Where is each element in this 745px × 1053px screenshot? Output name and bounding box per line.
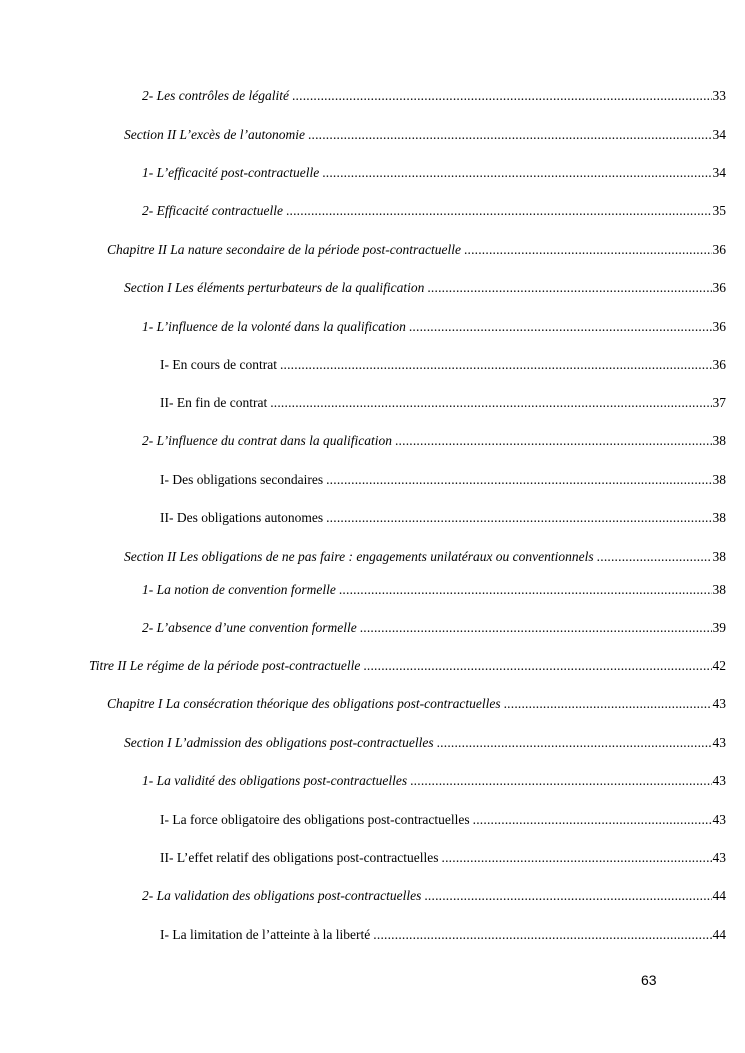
toc-entry-title: 1- La validité des obligations post-contractuelles (142, 773, 408, 788)
toc-entry-title: 2- L’influence du contrat dans la qualification (142, 433, 392, 448)
toc-entry (160, 355, 726, 375)
toc-entry (107, 240, 726, 260)
toc-entry-title: II- En fin de contrat (160, 395, 268, 410)
toc-leader-dots (395, 431, 712, 451)
toc-leader-dots (410, 771, 711, 791)
toc-entry (124, 547, 726, 567)
toc-entry (142, 201, 726, 221)
toc-entry-title: Section II L’excès de l’autonomie (124, 127, 305, 142)
toc-entry (160, 925, 726, 945)
toc-leader-dots (473, 810, 712, 830)
toc-entry-page: 35 (712, 203, 726, 218)
toc-entry-title: Titre II Le régime de la période post-contractuelle (89, 658, 361, 673)
toc-entry (160, 848, 726, 868)
toc-entry-page: 33 (712, 88, 726, 103)
toc-entry-title: Chapitre II La nature secondaire de la période post-contractuelle (107, 242, 461, 257)
toc-entry (160, 810, 726, 830)
toc-entry-title: Section I Les éléments perturbateurs de la qualification (124, 280, 425, 295)
toc-leader-dots (339, 580, 712, 600)
toc-entry-page: 44 (712, 888, 726, 903)
toc-entry-page: 39 (712, 620, 726, 635)
toc-entry-page: 34 (712, 165, 726, 180)
toc-leader-dots (373, 925, 711, 945)
toc-entry-title: 2- Efficacité contractuelle (142, 203, 283, 218)
toc-leader-dots (326, 470, 711, 490)
toc-leader-dots (409, 317, 712, 337)
toc-leader-dots (270, 393, 711, 413)
toc-leader-dots (504, 694, 712, 714)
toc-entry-page: 34 (712, 127, 726, 142)
toc-entry (142, 431, 726, 451)
toc-leader-dots (326, 508, 711, 528)
toc-entry-title: 1- La notion de convention formelle (142, 582, 336, 597)
toc-entry (160, 393, 726, 413)
toc-entry-title: 2- L’absence d’une convention formelle (142, 620, 357, 635)
toc-leader-dots (464, 240, 712, 260)
toc-entry (124, 278, 726, 298)
page-number: 63 (641, 972, 657, 988)
toc-entry-title: I- La force obligatoire des obligations post-contractuelles (160, 812, 470, 827)
toc-entry (142, 580, 726, 600)
toc-entry (142, 771, 726, 791)
toc-leader-dots (424, 886, 711, 906)
toc-entry (142, 618, 726, 638)
toc-entry-title: 1- L’efficacité post-contractuelle (142, 165, 320, 180)
toc-leader-dots (363, 656, 711, 676)
toc-leader-dots (437, 733, 712, 753)
toc-entry (142, 86, 726, 106)
toc-entry (142, 317, 726, 337)
toc-leader-dots (322, 163, 711, 183)
toc-leader-dots (427, 278, 711, 298)
toc-entry-page: 43 (712, 812, 726, 827)
toc-entry-page: 36 (712, 242, 726, 257)
toc-entry-title: II- Des obligations autonomes (160, 510, 324, 525)
toc-entry-page: 38 (712, 472, 726, 487)
toc-entry (124, 125, 726, 145)
toc-entry-title: I- Des obligations secondaires (160, 472, 324, 487)
toc-entry (142, 163, 726, 183)
toc-entry-page: 44 (712, 927, 726, 942)
toc-entry-page: 36 (712, 280, 726, 295)
toc-entry-page: 36 (712, 357, 726, 372)
toc-leader-dots (280, 355, 712, 375)
toc-entry (124, 733, 726, 753)
toc-leader-dots (442, 848, 712, 868)
toc-leader-dots (286, 201, 712, 221)
toc-leader-dots (292, 86, 712, 106)
toc-entry-page: 43 (712, 773, 726, 788)
toc-entry-title: 1- L’influence de la volonté dans la qualification (142, 319, 406, 334)
toc-entry-title: Section II Les obligations de ne pas faire : engagements unilatéraux ou conventionnels (124, 549, 594, 564)
toc-entry-title: 2- La validation des obligations post-contractuelles (142, 888, 422, 903)
toc-leader-dots (597, 547, 712, 567)
toc-leader-dots (308, 125, 712, 145)
toc-entry-title: I- La limitation de l’atteinte à la liberté (160, 927, 371, 942)
toc-entry-page: 38 (712, 433, 726, 448)
toc-entry-title: Chapitre I La consécration théorique des obligations post-contractuelles (107, 696, 501, 711)
toc-entry-page: 38 (712, 510, 726, 525)
toc-entry-title: Section I L’admission des obligations post-contractuelles (124, 735, 434, 750)
toc-entry-page: 43 (712, 850, 726, 865)
toc-entry-page: 36 (712, 319, 726, 334)
toc-entry-title: II- L’effet relatif des obligations post-contractuelles (160, 850, 439, 865)
toc-entry (89, 656, 726, 676)
toc-entry-page: 42 (712, 658, 726, 673)
toc-entry-page: 38 (712, 582, 726, 597)
toc-entry (107, 694, 726, 714)
toc-entry-page: 43 (712, 696, 726, 711)
toc-entry-page: 43 (712, 735, 726, 750)
toc-entry-page: 38 (712, 549, 726, 564)
toc-entry (160, 508, 726, 528)
toc-entry (160, 470, 726, 490)
toc-entry-title: I- En cours de contrat (160, 357, 277, 372)
toc-leader-dots (360, 618, 712, 638)
toc-entry-title: 2- Les contrôles de légalité (142, 88, 289, 103)
toc-entry (142, 886, 726, 906)
toc-entry-page: 37 (712, 395, 726, 410)
